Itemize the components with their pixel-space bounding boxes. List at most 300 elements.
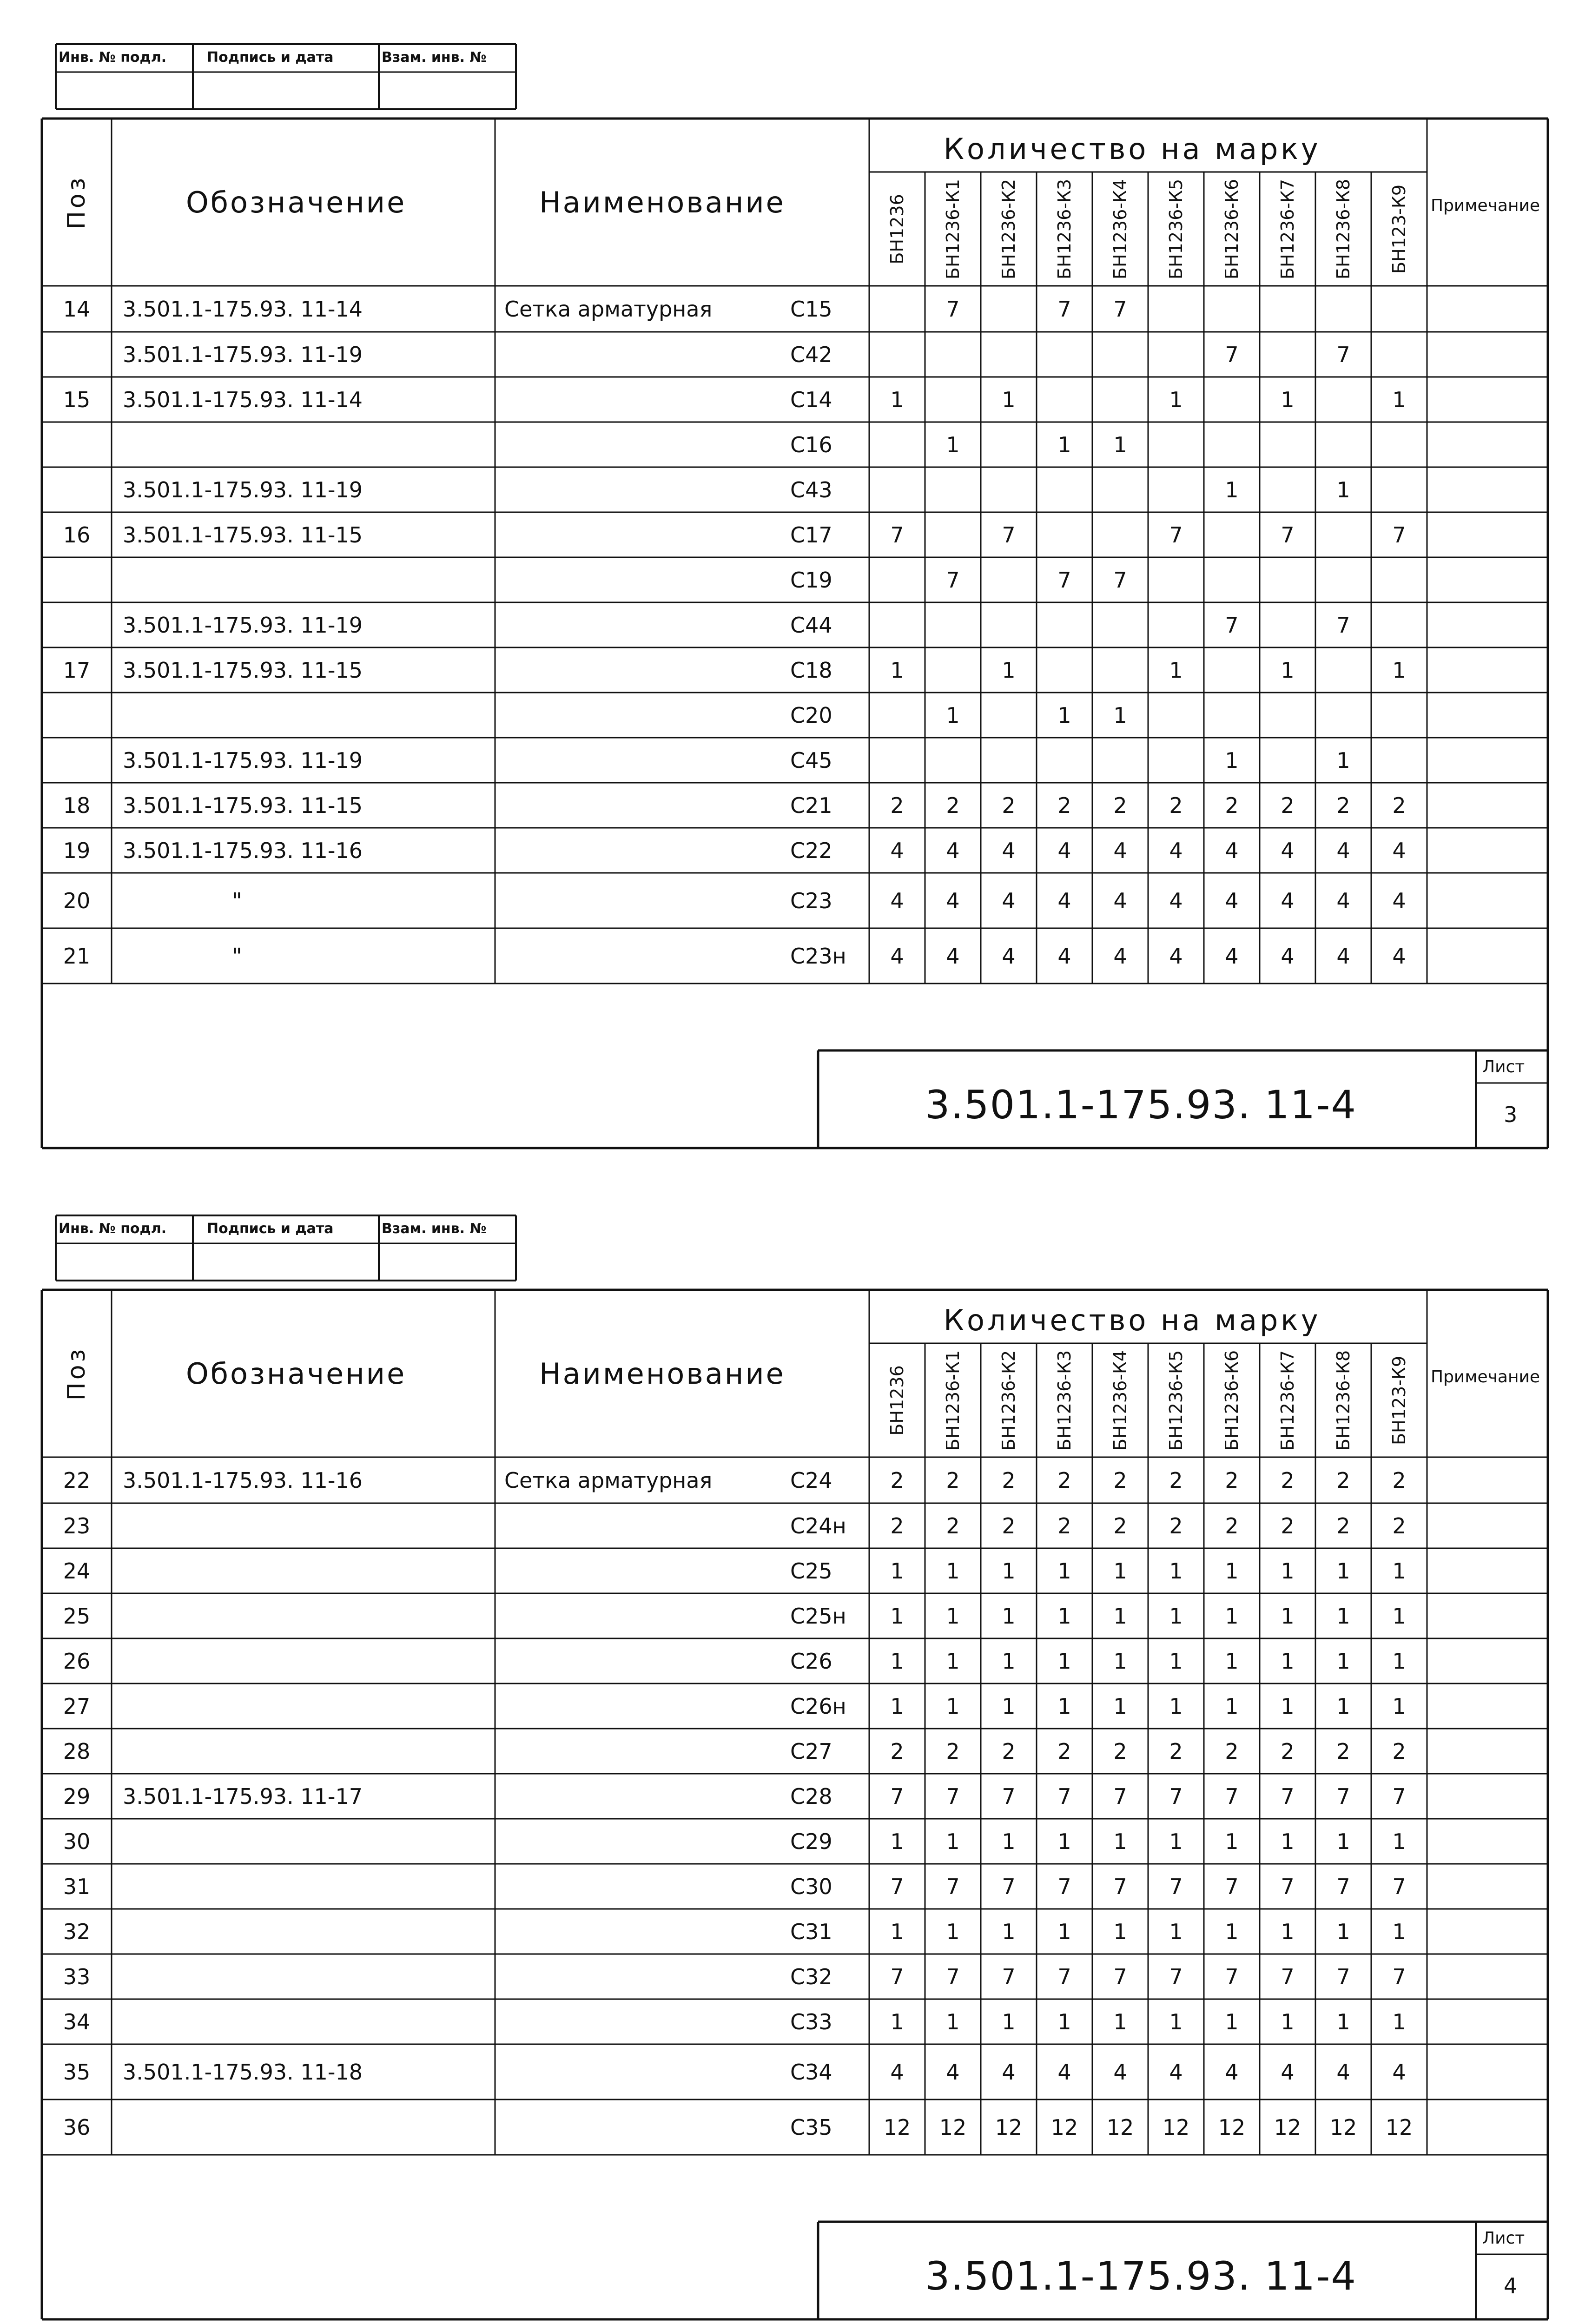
qty-cell: 1 bbox=[1169, 1648, 1183, 1674]
qty-cell: 7 bbox=[1057, 567, 1071, 593]
qty-cell: 1 bbox=[1225, 1829, 1239, 1854]
mark-column-header: БН1236-К1 bbox=[943, 1350, 963, 1451]
row-designation: 3.501.1-175.93. 11-19 bbox=[123, 342, 363, 367]
qty-cell: 1 bbox=[890, 1603, 904, 1629]
row-designation: 3.501.1-175.93. 11-19 bbox=[123, 747, 363, 773]
qty-cell: 7 bbox=[1281, 522, 1295, 548]
stamp-replace-no: Взам. инв. № bbox=[382, 49, 487, 66]
sheet-label: Лист bbox=[1482, 1057, 1525, 1076]
qty-cell: 1 bbox=[1281, 2009, 1295, 2034]
qty-cell: 1 bbox=[1336, 477, 1350, 502]
qty-cell: 7 bbox=[1113, 1783, 1127, 1809]
qty-cell: 4 bbox=[1392, 838, 1406, 863]
qty-cell: 4 bbox=[890, 943, 904, 969]
row-poz: 15 bbox=[63, 387, 91, 412]
qty-cell: 1 bbox=[1392, 1919, 1406, 1944]
sheet-label: Лист bbox=[1482, 2229, 1525, 2248]
qty-cell: 2 bbox=[946, 792, 960, 818]
mark-column-header: БН1236-К6 bbox=[1222, 178, 1242, 279]
mark-column-header: БН1236-К4 bbox=[1110, 178, 1130, 279]
qty-cell: 2 bbox=[946, 1738, 960, 1764]
row-poz: 17 bbox=[63, 657, 91, 683]
qty-cell: 4 bbox=[1057, 943, 1071, 969]
qty-cell: 4 bbox=[946, 943, 960, 969]
row-mark: С45 bbox=[790, 747, 832, 773]
qty-cell: 4 bbox=[946, 838, 960, 863]
mark-column-header: БН1236-К1 bbox=[943, 178, 963, 279]
qty-cell: 4 bbox=[1392, 943, 1406, 969]
qty-cell: 4 bbox=[1113, 838, 1127, 863]
qty-cell: 2 bbox=[1281, 1738, 1295, 1764]
row-poz: 35 bbox=[63, 2059, 91, 2085]
qty-cell: 7 bbox=[890, 1964, 904, 1989]
qty-cell: 1 bbox=[890, 387, 904, 412]
qty-cell: 1 bbox=[1336, 1603, 1350, 1629]
qty-cell: 12 bbox=[1385, 2114, 1413, 2140]
row-mark: С30 bbox=[790, 1874, 832, 1899]
row-poz: 28 bbox=[63, 1738, 91, 1764]
qty-cell: 1 bbox=[890, 657, 904, 683]
qty-cell: 1 bbox=[946, 1558, 960, 1584]
qty-cell: 1 bbox=[1225, 1648, 1239, 1674]
qty-cell: 1 bbox=[890, 2009, 904, 2034]
header-designation: Обозначение bbox=[186, 1357, 407, 1391]
doc-code: 3.501.1-175.93. 11-4 bbox=[925, 1082, 1357, 1128]
qty-cell: 2 bbox=[1057, 1467, 1071, 1493]
qty-cell: 2 bbox=[1392, 792, 1406, 818]
stamp-inv-no: Инв. № подл. bbox=[59, 1221, 167, 1237]
qty-cell: 7 bbox=[1113, 1964, 1127, 1989]
qty-cell: 7 bbox=[1113, 1874, 1127, 1899]
qty-cell: 4 bbox=[1169, 888, 1183, 913]
qty-cell: 1 bbox=[1392, 1693, 1406, 1719]
qty-cell: 1 bbox=[1057, 702, 1071, 728]
mark-column-header: БН123-К9 bbox=[1389, 184, 1409, 274]
qty-cell: 2 bbox=[1113, 1738, 1127, 1764]
header-quantity: Количество на марку bbox=[944, 132, 1321, 166]
qty-cell: 7 bbox=[1225, 612, 1239, 638]
mark-column-header: БН1236-К5 bbox=[1166, 1350, 1186, 1451]
mark-column-header: БН1236-К5 bbox=[1166, 178, 1186, 279]
row-poz: 32 bbox=[63, 1919, 91, 1944]
qty-cell: 2 bbox=[1281, 792, 1295, 818]
qty-cell: 12 bbox=[1050, 2114, 1078, 2140]
qty-cell: 1 bbox=[1057, 2009, 1071, 2034]
mark-column-header: БН1236-К7 bbox=[1277, 178, 1298, 279]
qty-cell: 2 bbox=[890, 792, 904, 818]
row-designation: 3.501.1-175.93. 11-19 bbox=[123, 612, 363, 638]
qty-cell: 2 bbox=[890, 1467, 904, 1493]
qty-cell: 2 bbox=[1225, 1513, 1239, 1538]
qty-cell: 1 bbox=[1002, 1693, 1016, 1719]
qty-cell: 1 bbox=[1169, 1603, 1183, 1629]
qty-cell: 4 bbox=[890, 838, 904, 863]
qty-cell: 4 bbox=[890, 888, 904, 913]
qty-cell: 1 bbox=[1281, 1829, 1295, 1854]
row-poz: 18 bbox=[63, 792, 91, 818]
qty-cell: 1 bbox=[1169, 2009, 1183, 2034]
qty-cell: 1 bbox=[1281, 1919, 1295, 1944]
qty-cell: 1 bbox=[1336, 2009, 1350, 2034]
qty-cell: 4 bbox=[946, 2059, 960, 2085]
qty-cell: 2 bbox=[1392, 1738, 1406, 1764]
row-mark: С25н bbox=[790, 1603, 846, 1629]
row-mark: С31 bbox=[790, 1919, 832, 1944]
qty-cell: 1 bbox=[1057, 1693, 1071, 1719]
qty-cell: 4 bbox=[1057, 838, 1071, 863]
qty-cell: 7 bbox=[1392, 1964, 1406, 1989]
qty-cell: 4 bbox=[1057, 888, 1071, 913]
header-note: Примечание bbox=[1431, 196, 1540, 215]
row-poz: 25 bbox=[63, 1603, 91, 1629]
qty-cell: 4 bbox=[890, 2059, 904, 2085]
qty-cell: 7 bbox=[1336, 612, 1350, 638]
qty-cell: 2 bbox=[1057, 1738, 1071, 1764]
qty-cell: 1 bbox=[1169, 1829, 1183, 1854]
row-mark: С15 bbox=[790, 296, 832, 322]
sheet-number: 4 bbox=[1504, 2273, 1518, 2298]
qty-cell: 7 bbox=[1113, 567, 1127, 593]
row-poz: 33 bbox=[63, 1964, 91, 1989]
qty-cell: 1 bbox=[946, 2009, 960, 2034]
row-poz: 36 bbox=[63, 2114, 91, 2140]
row-mark: С19 bbox=[790, 567, 832, 593]
row-poz: 27 bbox=[63, 1693, 91, 1719]
qty-cell: 4 bbox=[1002, 943, 1016, 969]
qty-cell: 2 bbox=[1113, 1513, 1127, 1538]
qty-cell: 2 bbox=[1169, 792, 1183, 818]
qty-cell: 1 bbox=[1281, 387, 1295, 412]
qty-cell: 7 bbox=[1057, 296, 1071, 322]
row-poz: 23 bbox=[63, 1513, 91, 1538]
qty-cell: 1 bbox=[1057, 432, 1071, 457]
qty-cell: 7 bbox=[1169, 1783, 1183, 1809]
qty-cell: 2 bbox=[1057, 792, 1071, 818]
qty-cell: 1 bbox=[1113, 432, 1127, 457]
qty-cell: 1 bbox=[1281, 1558, 1295, 1584]
qty-cell: 7 bbox=[1281, 1964, 1295, 1989]
row-mark: С23 bbox=[790, 888, 832, 913]
mark-column-header: БН1236 bbox=[887, 193, 907, 264]
qty-cell: 1 bbox=[1281, 1603, 1295, 1629]
row-poz: 31 bbox=[63, 1874, 91, 1899]
qty-cell: 2 bbox=[1392, 1513, 1406, 1538]
qty-cell: 2 bbox=[1392, 1467, 1406, 1493]
qty-cell: 1 bbox=[1281, 657, 1295, 683]
row-designation: " bbox=[232, 888, 242, 913]
qty-cell: 7 bbox=[1002, 1783, 1016, 1809]
mark-column-header: БН1236-К8 bbox=[1333, 178, 1354, 279]
qty-cell: 4 bbox=[1002, 888, 1016, 913]
qty-cell: 7 bbox=[946, 1783, 960, 1809]
qty-cell: 7 bbox=[1002, 1964, 1016, 1989]
qty-cell: 12 bbox=[1329, 2114, 1357, 2140]
row-poz: 26 bbox=[63, 1648, 91, 1674]
qty-cell: 2 bbox=[1002, 1738, 1016, 1764]
qty-cell: 4 bbox=[1281, 2059, 1295, 2085]
row-mark: С42 bbox=[790, 342, 832, 367]
qty-cell: 1 bbox=[1169, 387, 1183, 412]
qty-cell: 7 bbox=[1336, 1783, 1350, 1809]
qty-cell: 7 bbox=[1225, 342, 1239, 367]
qty-cell: 4 bbox=[1281, 838, 1295, 863]
qty-cell: 7 bbox=[1002, 1874, 1016, 1899]
qty-cell: 4 bbox=[946, 888, 960, 913]
qty-cell: 2 bbox=[890, 1738, 904, 1764]
qty-cell: 2 bbox=[1225, 792, 1239, 818]
row-designation: 3.501.1-175.93. 11-14 bbox=[123, 387, 363, 412]
header-poz: Поз bbox=[63, 175, 91, 230]
qty-cell: 4 bbox=[1225, 888, 1239, 913]
qty-cell: 1 bbox=[946, 1919, 960, 1944]
qty-cell: 7 bbox=[1336, 342, 1350, 367]
qty-cell: 7 bbox=[946, 1874, 960, 1899]
qty-cell: 12 bbox=[939, 2114, 967, 2140]
qty-cell: 1 bbox=[1169, 1558, 1183, 1584]
row-mark: С32 bbox=[790, 1964, 832, 1989]
qty-cell: 1 bbox=[1225, 2009, 1239, 2034]
row-name: Сетка арматурная bbox=[504, 1467, 713, 1493]
row-mark: С44 bbox=[790, 612, 832, 638]
qty-cell: 7 bbox=[1392, 522, 1406, 548]
row-mark: С26 bbox=[790, 1648, 832, 1674]
stamp-replace-no: Взам. инв. № bbox=[382, 1221, 487, 1237]
header-poz: Поз bbox=[63, 1346, 91, 1401]
qty-cell: 2 bbox=[1336, 792, 1350, 818]
mark-column-header: БН123-К9 bbox=[1389, 1355, 1409, 1445]
qty-cell: 12 bbox=[1162, 2114, 1190, 2140]
qty-cell: 1 bbox=[890, 1648, 904, 1674]
qty-cell: 1 bbox=[890, 1558, 904, 1584]
qty-cell: 12 bbox=[1218, 2114, 1246, 2140]
qty-cell: 2 bbox=[1169, 1467, 1183, 1493]
row-poz: 29 bbox=[63, 1783, 91, 1809]
stamp-inv-no: Инв. № подл. bbox=[59, 49, 167, 66]
row-designation: 3.501.1-175.93. 11-15 bbox=[123, 792, 363, 818]
qty-cell: 1 bbox=[1336, 747, 1350, 773]
row-poz: 34 bbox=[63, 2009, 91, 2034]
row-designation: 3.501.1-175.93. 11-15 bbox=[123, 657, 363, 683]
header-name: Наименование bbox=[539, 1357, 786, 1391]
qty-cell: 1 bbox=[1225, 1693, 1239, 1719]
qty-cell: 1 bbox=[1002, 1558, 1016, 1584]
qty-cell: 1 bbox=[1002, 657, 1016, 683]
qty-cell: 1 bbox=[1392, 387, 1406, 412]
qty-cell: 2 bbox=[1113, 1467, 1127, 1493]
qty-cell: 4 bbox=[1392, 888, 1406, 913]
qty-cell: 1 bbox=[1057, 1919, 1071, 1944]
qty-cell: 1 bbox=[946, 1693, 960, 1719]
qty-cell: 7 bbox=[946, 296, 960, 322]
qty-cell: 1 bbox=[1225, 1919, 1239, 1944]
mark-column-header: БН1236-К6 bbox=[1222, 1350, 1242, 1451]
row-poz: 21 bbox=[63, 943, 91, 969]
qty-cell: 7 bbox=[890, 1874, 904, 1899]
qty-cell: 1 bbox=[946, 1648, 960, 1674]
qty-cell: 1 bbox=[1002, 1829, 1016, 1854]
row-designation: 3.501.1-175.93. 11-18 bbox=[123, 2059, 363, 2085]
qty-cell: 2 bbox=[1336, 1467, 1350, 1493]
qty-cell: 1 bbox=[1169, 1693, 1183, 1719]
row-mark: С33 bbox=[790, 2009, 832, 2034]
qty-cell: 4 bbox=[1113, 888, 1127, 913]
header-quantity: Количество на марку bbox=[944, 1303, 1321, 1337]
qty-cell: 1 bbox=[890, 1919, 904, 1944]
qty-cell: 1 bbox=[1225, 1603, 1239, 1629]
qty-cell: 1 bbox=[1169, 657, 1183, 683]
qty-cell: 7 bbox=[1057, 1874, 1071, 1899]
qty-cell: 4 bbox=[1113, 2059, 1127, 2085]
qty-cell: 2 bbox=[1225, 1467, 1239, 1493]
row-mark: С43 bbox=[790, 477, 832, 502]
qty-cell: 1 bbox=[1281, 1693, 1295, 1719]
row-mark: С34 bbox=[790, 2059, 832, 2085]
header-name: Наименование bbox=[539, 185, 786, 219]
qty-cell: 2 bbox=[1281, 1513, 1295, 1538]
row-mark: С17 bbox=[790, 522, 832, 548]
qty-cell: 1 bbox=[1113, 1558, 1127, 1584]
qty-cell: 7 bbox=[1225, 1783, 1239, 1809]
mark-column-header: БН1236 bbox=[887, 1365, 907, 1436]
row-designation: 3.501.1-175.93. 11-19 bbox=[123, 477, 363, 502]
row-mark: С25 bbox=[790, 1558, 832, 1584]
qty-cell: 1 bbox=[1002, 2009, 1016, 2034]
qty-cell: 12 bbox=[883, 2114, 911, 2140]
row-mark: С24 bbox=[790, 1467, 832, 1493]
qty-cell: 4 bbox=[1281, 943, 1295, 969]
row-poz: 20 bbox=[63, 888, 91, 913]
qty-cell: 4 bbox=[1225, 838, 1239, 863]
row-mark: С14 bbox=[790, 387, 832, 412]
qty-cell: 7 bbox=[890, 522, 904, 548]
qty-cell: 1 bbox=[1392, 1558, 1406, 1584]
qty-cell: 4 bbox=[1002, 2059, 1016, 2085]
row-designation: 3.501.1-175.93. 11-16 bbox=[123, 838, 363, 863]
mark-column-header: БН1236-К3 bbox=[1054, 178, 1075, 279]
qty-cell: 4 bbox=[1281, 888, 1295, 913]
mark-column-header: БН1236-К4 bbox=[1110, 1350, 1130, 1451]
qty-cell: 4 bbox=[1336, 838, 1350, 863]
qty-cell: 7 bbox=[1169, 522, 1183, 548]
qty-cell: 7 bbox=[1169, 1874, 1183, 1899]
qty-cell: 1 bbox=[1113, 1829, 1127, 1854]
qty-cell: 1 bbox=[1002, 1648, 1016, 1674]
qty-cell: 1 bbox=[946, 702, 960, 728]
mark-column-header: БН1236-К2 bbox=[998, 178, 1019, 279]
qty-cell: 4 bbox=[1057, 2059, 1071, 2085]
qty-cell: 7 bbox=[890, 1783, 904, 1809]
header-designation: Обозначение bbox=[186, 185, 407, 219]
row-mark: С29 bbox=[790, 1829, 832, 1854]
qty-cell: 1 bbox=[946, 432, 960, 457]
qty-cell: 2 bbox=[946, 1513, 960, 1538]
qty-cell: 7 bbox=[1225, 1874, 1239, 1899]
row-mark: С23н bbox=[790, 943, 846, 969]
row-designation: 3.501.1-175.93. 11-15 bbox=[123, 522, 363, 548]
qty-cell: 1 bbox=[1113, 1693, 1127, 1719]
row-mark: С24н bbox=[790, 1513, 846, 1538]
qty-cell: 7 bbox=[1057, 1783, 1071, 1809]
qty-cell: 4 bbox=[1336, 2059, 1350, 2085]
mark-column-header: БН1236-К8 bbox=[1333, 1350, 1354, 1451]
row-designation: 3.501.1-175.93. 11-17 bbox=[123, 1783, 363, 1809]
qty-cell: 1 bbox=[1336, 1648, 1350, 1674]
sheet-number: 3 bbox=[1504, 1102, 1518, 1127]
qty-cell: 1 bbox=[1392, 1603, 1406, 1629]
qty-cell: 4 bbox=[1169, 2059, 1183, 2085]
qty-cell: 1 bbox=[1392, 1829, 1406, 1854]
qty-cell: 1 bbox=[1002, 1919, 1016, 1944]
mark-column-header: БН1236-К3 bbox=[1054, 1350, 1075, 1451]
qty-cell: 1 bbox=[1169, 1919, 1183, 1944]
row-mark: С18 bbox=[790, 657, 832, 683]
qty-cell: 7 bbox=[1169, 1964, 1183, 1989]
row-mark: С26н bbox=[790, 1693, 846, 1719]
header-note: Примечание bbox=[1431, 1367, 1540, 1386]
qty-cell: 7 bbox=[1057, 1964, 1071, 1989]
qty-cell: 7 bbox=[1336, 1964, 1350, 1989]
doc-code: 3.501.1-175.93. 11-4 bbox=[925, 2253, 1357, 2299]
qty-cell: 1 bbox=[1225, 477, 1239, 502]
qty-cell: 1 bbox=[890, 1693, 904, 1719]
qty-cell: 1 bbox=[1336, 1558, 1350, 1584]
qty-cell: 1 bbox=[1002, 387, 1016, 412]
qty-cell: 1 bbox=[946, 1603, 960, 1629]
qty-cell: 2 bbox=[1002, 792, 1016, 818]
qty-cell: 7 bbox=[1113, 296, 1127, 322]
row-designation: 3.501.1-175.93. 11-14 bbox=[123, 296, 363, 322]
qty-cell: 1 bbox=[1336, 1693, 1350, 1719]
qty-cell: 2 bbox=[1281, 1467, 1295, 1493]
qty-cell: 1 bbox=[1336, 1829, 1350, 1854]
qty-cell: 1 bbox=[1113, 702, 1127, 728]
row-mark: С21 bbox=[790, 792, 832, 818]
qty-cell: 1 bbox=[1392, 1648, 1406, 1674]
qty-cell: 2 bbox=[1336, 1513, 1350, 1538]
qty-cell: 1 bbox=[1281, 1648, 1295, 1674]
mark-column-header: БН1236-К2 bbox=[998, 1350, 1019, 1451]
qty-cell: 7 bbox=[946, 567, 960, 593]
qty-cell: 7 bbox=[1002, 522, 1016, 548]
row-mark: С20 bbox=[790, 702, 832, 728]
qty-cell: 2 bbox=[946, 1467, 960, 1493]
qty-cell: 2 bbox=[1002, 1513, 1016, 1538]
row-mark: С35 bbox=[790, 2114, 832, 2140]
qty-cell: 4 bbox=[1002, 838, 1016, 863]
row-mark: С27 bbox=[790, 1738, 832, 1764]
row-designation: " bbox=[232, 943, 242, 969]
qty-cell: 2 bbox=[890, 1513, 904, 1538]
qty-cell: 2 bbox=[1113, 792, 1127, 818]
qty-cell: 1 bbox=[1057, 1558, 1071, 1584]
row-poz: 24 bbox=[63, 1558, 91, 1584]
stamp-sign-date: Подпись и дата bbox=[207, 1221, 334, 1237]
qty-cell: 1 bbox=[1225, 747, 1239, 773]
qty-cell: 1 bbox=[1113, 1603, 1127, 1629]
qty-cell: 4 bbox=[1225, 943, 1239, 969]
qty-cell: 4 bbox=[1113, 943, 1127, 969]
qty-cell: 7 bbox=[1392, 1783, 1406, 1809]
qty-cell: 2 bbox=[1336, 1738, 1350, 1764]
row-poz: 16 bbox=[63, 522, 91, 548]
qty-cell: 4 bbox=[1169, 943, 1183, 969]
qty-cell: 2 bbox=[1057, 1513, 1071, 1538]
qty-cell: 7 bbox=[1225, 1964, 1239, 1989]
qty-cell: 4 bbox=[1336, 888, 1350, 913]
qty-cell: 2 bbox=[1169, 1738, 1183, 1764]
qty-cell: 1 bbox=[1113, 1919, 1127, 1944]
qty-cell: 4 bbox=[1169, 838, 1183, 863]
